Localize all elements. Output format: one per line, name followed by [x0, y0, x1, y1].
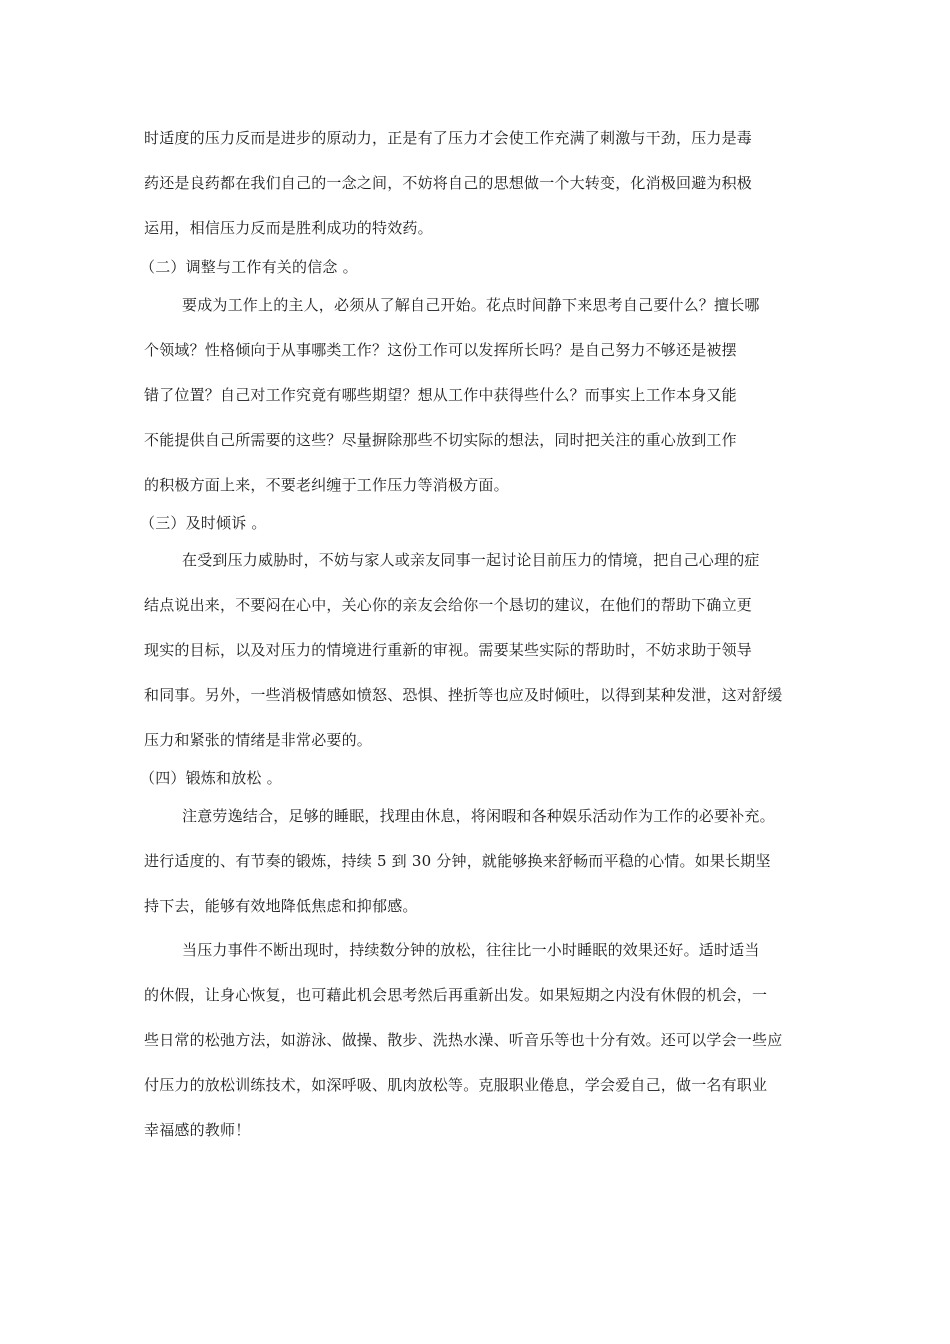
section-heading: （三）及时倾诉 。: [140, 514, 267, 532]
text-line: 现实的目标，以及对压力的情境进行重新的审视。需要某些实际的帮助时，不妨求助于领导: [144, 641, 753, 659]
section-heading: （四）锻炼和放松 。: [140, 769, 282, 787]
section-heading: （二）调整与工作有关的信念 。: [140, 258, 358, 276]
text-line: 运用，相信压力反而是胜利成功的特效药。: [144, 219, 433, 237]
text-line: 时适度的压力反而是进步的原动力，正是有了压力才会使工作充满了刺激与干劲，压力是毒: [144, 129, 753, 147]
text-line: 的休假，让身心恢复，也可藉此机会思考然后再重新出发。如果短期之内没有休假的机会，一: [144, 986, 768, 1004]
text-line: 持下去，能够有效地降低焦虑和抑郁感。: [144, 897, 418, 915]
text-line: 个领域？性格倾向于从事哪类工作？这份工作可以发挥所长吗？是自己努力不够还是被摆: [144, 341, 737, 359]
text-line: 错了位置？自己对工作究竟有哪些期望？想从工作中获得些什么？而事实上工作本身又能: [144, 386, 737, 404]
text-line: 些日常的松弛方法，如游泳、做操、散步、洗热水澡、听音乐等也十分有效。还可以学会一些应: [144, 1031, 783, 1049]
text-line: 药还是良药都在我们自己的一念之间，不妨将自己的思想做一个大转变，化消极回避为积极: [144, 174, 753, 192]
text-line: 和同事。另外，一些消极情感如愤怒、恐惧、挫折等也应及时倾吐，以得到某种发泄，这对舒缓: [144, 686, 783, 704]
text-line: 幸福感的教师！: [144, 1121, 251, 1139]
text-line: 要成为工作上的主人，必须从了解自己开始。花点时间静下来思考自己要什么？擅长哪: [182, 296, 760, 314]
text-line: 结点说出来，不要闷在心中，关心你的亲友会给你一个恳切的建议，在他们的帮助下确立更: [144, 596, 753, 614]
text-line: 进行适度的、有节奏的锻炼，持续 5 到 30 分钟，就能够换来舒畅而平稳的心情。如果长期坚: [144, 852, 771, 870]
text-line: 当压力事件不断出现时，持续数分钟的放松，往往比一小时睡眠的效果还好。适时适当: [182, 941, 760, 959]
text-line: 付压力的放松训练技术，如深呼吸、肌肉放松等。克服职业倦息，学会爱自己，做一名有职业: [144, 1076, 768, 1094]
text-line: 不能提供自己所需要的这些？尽量摒除那些不切实际的想法，同时把关注的重心放到工作: [144, 431, 737, 449]
text-line: 压力和紧张的情绪是非常必要的。: [144, 731, 373, 749]
text-line: 注意劳逸结合，足够的睡眠，找理由休息，将闲暇和各种娱乐活动作为工作的必要补充。: [182, 807, 775, 825]
text-line: 在受到压力威胁时，不妨与家人或亲友同事一起讨论目前压力的情境，把自己心理的症: [182, 551, 760, 569]
text-line: 的积极方面上来，不要老纠缠于工作压力等消极方面。: [144, 476, 509, 494]
